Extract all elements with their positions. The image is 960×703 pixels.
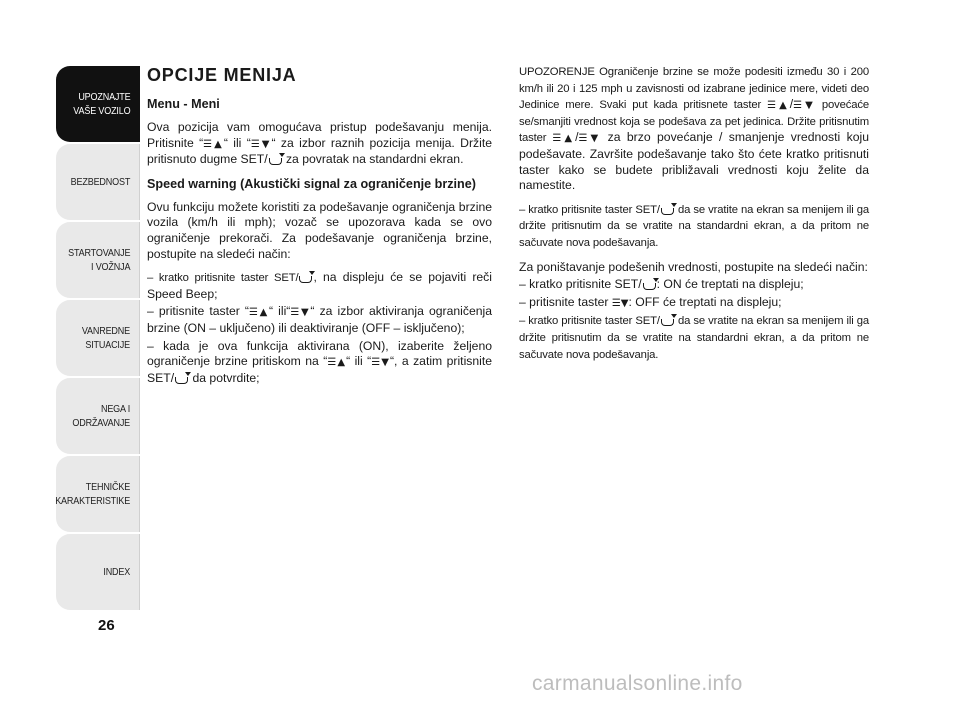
watermark: carmanualsonline.info: [532, 672, 743, 695]
page-number: 26: [98, 617, 115, 634]
down-button-icon: ☰▼: [578, 133, 602, 145]
down-button-icon: ☰▼: [250, 138, 272, 150]
enter-return-icon: [643, 283, 656, 290]
tab-tehnicke-karakteristike[interactable]: TEHNIČKE KARAKTERISTIKE: [56, 456, 140, 532]
up-button-icon: ☰▲: [327, 357, 347, 369]
step-item: – kratko pritisnite taster SET/ da se vratite na ekran sa menijem ili ga držite pritisnutim da se vratite na standardni ekran, a da pritom ne sačuvate nova podešavanja.: [519, 315, 869, 361]
enter-return-icon: [269, 158, 282, 165]
step-item: – kratko pritisnite taster SET/ da se vratite na ekran sa menijem ili ga držite pritisnutim da se vratite na standardni ekran, a da pritom ne sačuvate nova podešavanja.: [519, 203, 869, 249]
warning-paragraph: UPOZORENJE Ograničenje brzine se može podesiti između 30 i 200 km/h ili 20 i 125 mph u zavisnosti od izabrane jedinice mere, videti deo Jedinice mere. Svaki put kada pritisnete taster ☰▲/☰▼ povećaće se/smanjiti vrednost koja se podešava za pet jedinica. Držite pritisnutim taster ☰▲/☰▼ za brzo povećanje / smanjenje vrednosti koju podešavate. Završite podešavanje tako što ćete kratko pritisnuti taster kako se budete približavali vrednosti koju želite da namestite.: [519, 66, 870, 193]
tab-upoznajte-vase-vozilo[interactable]: UPOZNAJTE VAŠE VOZILO: [56, 66, 140, 142]
up-button-icon: ☰▲: [767, 100, 790, 112]
menu-paragraph: Ova pozicija vam omogućava pristup podešavanju menija. Pritisnite “☰▲“ ili “☰▼“ za izbor raznih pozicija menija. Držite pritisnuto dugme SET/ za povratak na standardni ekran.: [147, 120, 493, 167]
down-button-icon: ☰▼: [793, 100, 816, 112]
down-button-icon: ☰▼: [611, 297, 629, 309]
speed-warning-heading: Speed warning (Akustički signal za ograničenje brzine): [147, 176, 476, 191]
tab-index[interactable]: INDEX: [56, 534, 140, 610]
down-button-icon: ☰▼: [371, 357, 390, 369]
menu-heading: Menu - Meni: [147, 97, 220, 111]
step-item: – pritisnite taster ☰▼: OFF će treptati na displeju;: [519, 294, 782, 309]
section-title: OPCIJE MENIJA: [147, 65, 297, 85]
step-item: – pritisnite taster “☰▲“ ili“☰▼“ za izbor aktiviranja ograničenja brzine (ON – uključeno) ili deaktiviranje (OFF – isključeno);: [147, 304, 492, 335]
tab-startovanje-i-voznja[interactable]: STARTOVANJE I VOŽNJA: [56, 222, 140, 298]
reset-intro: Za poništavanje podešenih vrednosti, postupite na sledeći način:: [519, 259, 868, 274]
tab-nega-i-odrzavanje[interactable]: NEGA I ODRŽAVANJE: [56, 378, 140, 454]
down-button-icon: ☰▼: [290, 307, 311, 319]
enter-return-icon: [175, 377, 188, 384]
up-button-icon: ☰▲: [203, 138, 224, 150]
step-item: – kratko pritisnite taster SET/ , na displeju će se pojaviti reči Speed Beep;: [147, 270, 492, 301]
tab-vanredne-situacije[interactable]: VANREDNE SITUACIJE: [56, 300, 140, 376]
enter-return-icon: [299, 276, 312, 283]
left-column: [147, 64, 492, 388]
tab-bezbednost[interactable]: BEZBEDNOST: [56, 144, 140, 220]
enter-return-icon: [661, 208, 674, 215]
up-button-icon: ☰▲: [552, 133, 576, 145]
step-item: – kratko pritisnite SET/ : ON će treptati na displeju;: [519, 277, 804, 292]
enter-return-icon: [661, 319, 674, 326]
speed-warning-paragraph: Ovu funkciju možete koristiti za podešavanje ograničenja brzine vozila (km/h ili mph); vozač se upozorava kada se ovo ograničenje prekorači. Za podešavanje ograničenja brzine, postupite na sledeći način:: [147, 199, 492, 261]
up-button-icon: ☰▲: [248, 307, 270, 319]
right-column: [519, 64, 869, 365]
step-item: – kada je ova funkcija aktivirana (ON), izaberite željeno ograničenje brzine pritiskom na “☰▲“ ili “☰▼“, a zatim pritisnite SET/ da potvrdite;: [147, 338, 493, 385]
